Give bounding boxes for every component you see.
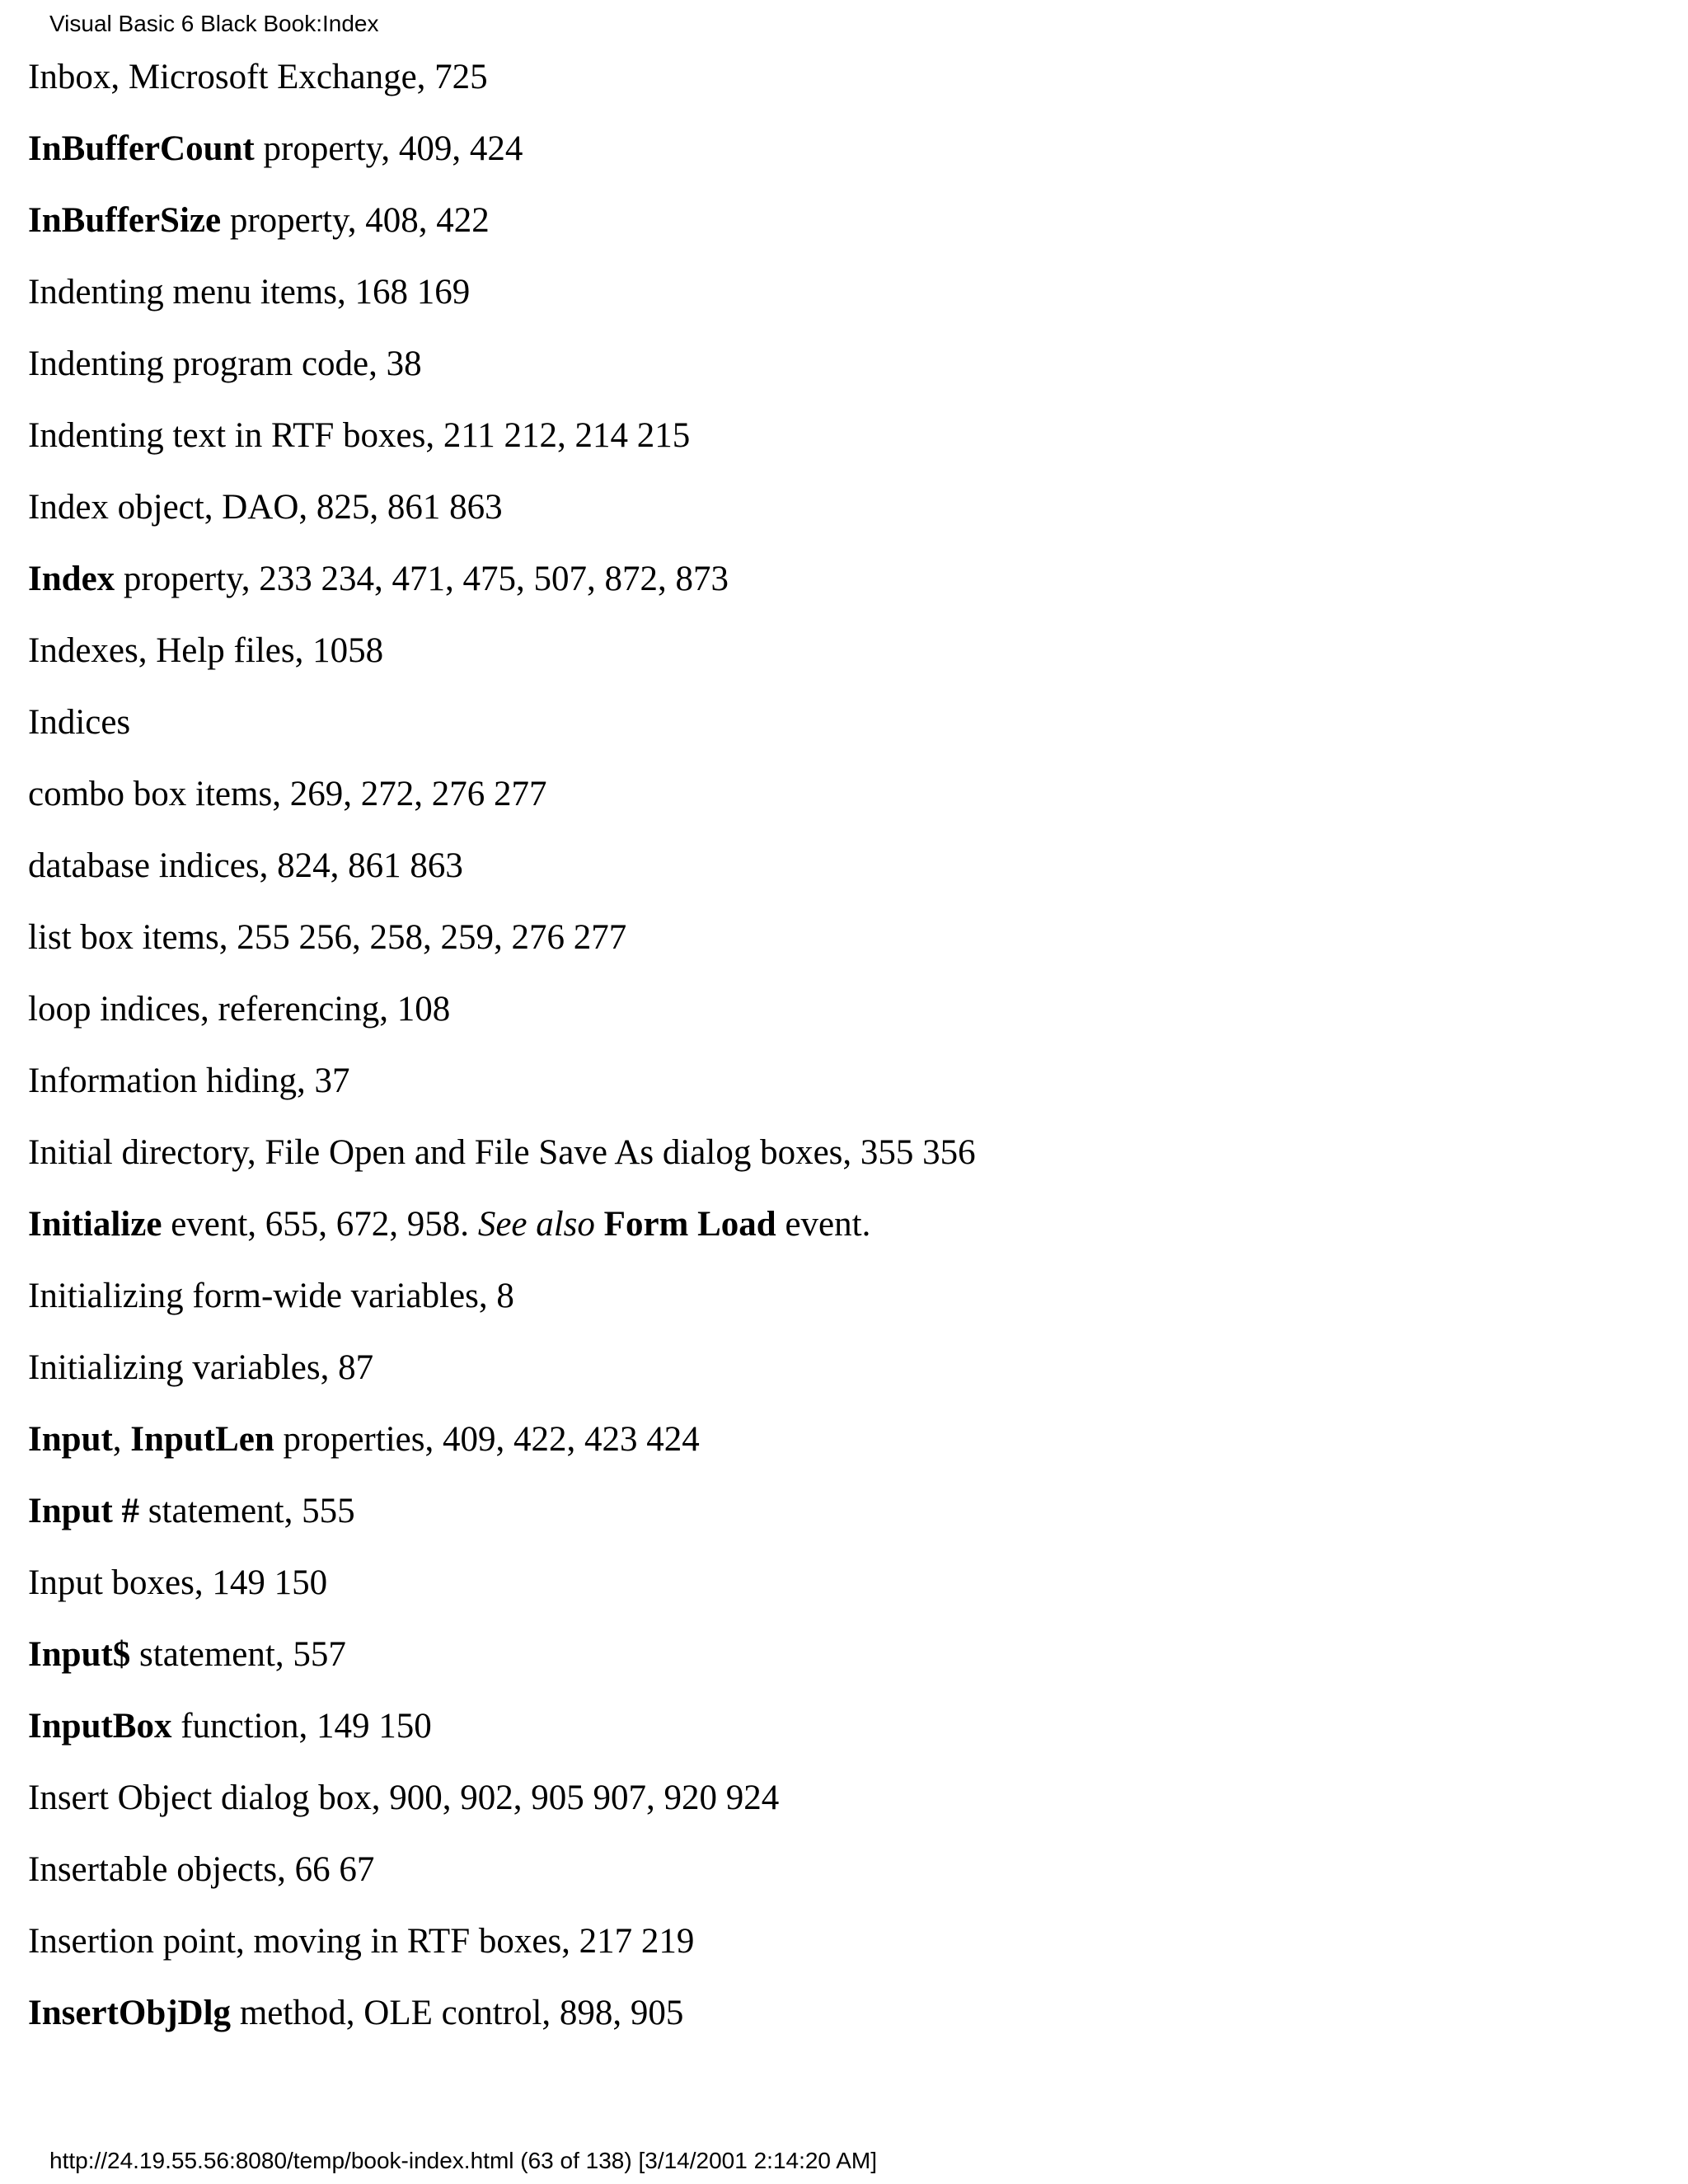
index-term-bold: Input$ xyxy=(28,1635,131,1674)
index-entry xyxy=(28,841,1660,913)
index-entry-text: property, 409, 424 xyxy=(254,129,523,168)
index-entry-text: event, 655, 672, 958. xyxy=(162,1205,478,1244)
index-entry xyxy=(28,1128,1660,1200)
index-entry xyxy=(28,53,1660,124)
index-entry-text: Inbox, Microsoft Exchange, 725 xyxy=(28,58,488,96)
index-entry-list xyxy=(28,53,1660,2060)
index-entry xyxy=(28,340,1660,411)
index-term-bold: InBufferCount xyxy=(28,129,255,168)
index-entry xyxy=(28,1774,1660,1845)
index-entry xyxy=(28,1415,1660,1487)
index-entry xyxy=(28,985,1660,1057)
index-entry xyxy=(28,1558,1660,1630)
index-entry-text: statement, 555 xyxy=(139,1492,355,1530)
index-entry-text: Insert Object dialog box, 900, 902, 905 907, 920 924 xyxy=(28,1779,780,1817)
index-entry-text: method, OLE control, 898, 905 xyxy=(231,1994,684,2032)
page-header-title: Visual Basic 6 Black Book:Index xyxy=(49,11,379,36)
index-entry xyxy=(28,1487,1660,1558)
index-cross-ref-label: See also xyxy=(477,1205,595,1244)
index-term-bold: InBufferSize xyxy=(28,201,222,240)
index-entry xyxy=(28,770,1660,841)
index-entry xyxy=(28,1845,1660,1917)
index-entry-text: event. xyxy=(776,1205,871,1244)
index-entry-text: Index object, DAO, 825, 861 863 xyxy=(28,488,503,527)
index-entry-text: list box items, 255 256, 258, 259, 276 277 xyxy=(28,918,627,957)
index-term-bold: Initialize xyxy=(28,1205,162,1244)
index-term-bold: Input # xyxy=(28,1492,140,1530)
index-entry xyxy=(28,483,1660,555)
index-entry-text: property, 233 234, 471, 475, 507, 872, 873 xyxy=(115,560,729,598)
index-entry xyxy=(28,1989,1660,2060)
index-entry-text: loop indices, referencing, 108 xyxy=(28,990,451,1029)
index-entry xyxy=(28,626,1660,698)
index-entry xyxy=(28,1272,1660,1343)
index-entry-text: Insertable objects, 66 67 xyxy=(28,1850,375,1889)
index-entry-text: Initializing form-wide variables, 8 xyxy=(28,1277,514,1315)
index-entry xyxy=(28,913,1660,985)
index-entry-text: Indices xyxy=(28,703,131,742)
index-entry-text: property, 408, 422 xyxy=(221,201,490,240)
index-entry-text: Indenting text in RTF boxes, 211 212, 214 215 xyxy=(28,416,691,455)
index-entry xyxy=(28,555,1660,626)
index-entry xyxy=(28,1917,1660,1989)
index-term-bold: Input xyxy=(28,1420,113,1459)
index-entry-text: Indenting program code, 38 xyxy=(28,344,422,383)
index-term-bold: Form Load xyxy=(603,1205,776,1244)
index-entry-text: database indices, 824, 861 863 xyxy=(28,846,463,885)
index-entry xyxy=(28,1702,1660,1774)
index-entry-text: , xyxy=(112,1420,131,1459)
index-entry xyxy=(28,1630,1660,1702)
index-entry xyxy=(28,1343,1660,1415)
page-footer-url: http://24.19.55.56:8080/temp/book-index.html (63 of 138) [3/14/2001 2:14:20 AM] xyxy=(49,2148,878,2173)
index-entry xyxy=(28,1057,1660,1128)
index-entry-text: statement, 557 xyxy=(130,1635,346,1674)
index-entry xyxy=(28,124,1660,196)
index-term-bold: InsertObjDlg xyxy=(28,1994,232,2032)
index-entry-text: properties, 409, 422, 423 424 xyxy=(274,1420,700,1459)
index-entry xyxy=(28,411,1660,483)
index-entry xyxy=(28,268,1660,340)
index-entry-text: function, 149 150 xyxy=(171,1707,432,1746)
index-term-bold: InputBox xyxy=(28,1707,172,1746)
index-entry-text: Information hiding, 37 xyxy=(28,1062,350,1100)
index-entry-text: Indenting menu items, 168 169 xyxy=(28,273,471,312)
index-entry-text: combo box items, 269, 272, 276 277 xyxy=(28,775,547,813)
index-entry-text: Initializing variables, 87 xyxy=(28,1348,374,1387)
index-entry-text: Input boxes, 149 150 xyxy=(28,1563,328,1602)
index-entry-text xyxy=(595,1205,604,1244)
index-entry-text: Insertion point, moving in RTF boxes, 217 219 xyxy=(28,1922,695,1961)
index-entry xyxy=(28,1200,1660,1272)
index-term-bold: Index xyxy=(28,560,115,598)
index-entry-text: Initial directory, File Open and File Save As dialog boxes, 355 356 xyxy=(28,1133,976,1172)
index-term-bold: InputLen xyxy=(130,1420,274,1459)
index-entry xyxy=(28,196,1660,268)
index-entry-text: Indexes, Help files, 1058 xyxy=(28,631,384,670)
index-entry xyxy=(28,698,1660,770)
